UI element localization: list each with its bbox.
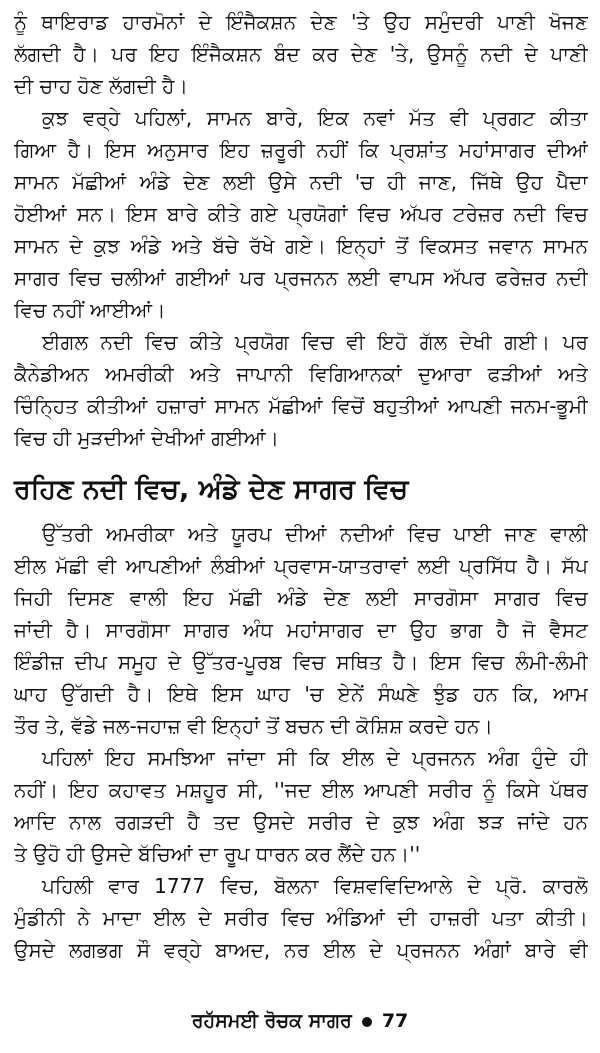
section-heading: ਰਹਿਣ ਨਦੀ ਵਿਚ, ਅੰਡੇ ਦੇਣ ਸਾਗਰ ਵਿਚ <box>14 474 409 505</box>
paragraph-6 <box>14 870 588 966</box>
text-line: ਈਲ ਮੱਛੀ ਵੀ ਆਪਣੀਆਂ ਲੰਬੀਆਂ ਪ੍ਰਵਾਸ-ਯਾਤਰਾਵਾਂ ਲਈ ਪ੍ਰਸਿੱਧ ਹੈ। ਸੱਪ <box>14 554 588 578</box>
page-footer <box>0 1010 600 1032</box>
text-line: ਵਿਚ ਨਹੀਂ ਆਈਆਂ। <box>14 298 166 322</box>
text-line: ਵਿਚ ਹੀ ਮੁੜਦੀਆਂ ਦੇਖੀਆਂ ਗਈਆਂ। <box>14 426 280 450</box>
text-line: ਚਿੰਨ੍ਹਿਤ ਕੀਤੀਆਂ ਹਜ਼ਾਰਾਂ ਸਾਮਨ ਮੱਛੀਆਂ ਵਿਚੋਂ ਬਹੁਤੀਆਂ ਆਪਣੀ ਜਨਮ-ਭੂਮੀ <box>14 394 588 418</box>
text-line: ਤੌਰ ਤੇ, ਵੱਡੇ ਜਲ-ਜਹਾਜ਼ ਵੀ ਇਨ੍ਹਾਂ ਤੋਂ ਬਚਨ ਦੀ ਕੋਸ਼ਿਸ਼ ਕਰਦੇ ਹਨ। <box>14 714 493 738</box>
text-line: ਉਸਦੇ ਲਗਭਗ ਸੌ ਵਰ੍ਹੇ ਬਾਅਦ, ਨਰ ਈਲ ਦੇ ਪ੍ਰਜਨਨ ਅੰਗਾਂ ਬਾਰੇ ਵੀ <box>14 938 588 962</box>
text-line: ਸਾਮਨ ਦੇ ਕੁਝ ਅੰਡੇ ਅਤੇ ਬੱਚੇ ਰੱਖੇ ਗਏ। ਇਨ੍ਹਾਂ ਤੋਂ ਵਿਕਸਤ ਜਵਾਨ ਸਾਮਨ <box>14 234 588 258</box>
text-line: ਸਾਮਨ ਮੱਛੀਆਂ ਅੰਡੇ ਦੇਣ ਲਈ ਉਸੇ ਨਦੀ 'ਚ ਹੀ ਜਾਣ, ਜਿੱਥੇ ਉਹ ਪੈਦਾ <box>14 170 588 194</box>
text-line: ਤੇ ਉਹੋ ਹੀ ਉਸਦੇ ਬੱਚਿਆਂ ਦਾ ਰੂਪ ਧਾਰਨ ਕਰ ਲੈਂਦੇ ਹਨ।'' <box>14 842 421 866</box>
text-line: ਨਹੀਂ। ਇਹ ਕਹਾਵਤ ਮਸ਼ਹੂਰ ਸੀ, ''ਜਦ ਈਲ ਆਪਣੀ ਸਰੀਰ ਨੂੰ ਕਿਸੇ ਪੱਥਰ <box>14 778 588 802</box>
text-line: ਕੁਝ ਵਰ੍ਹੇ ਪਹਿਲਾਂ, ਸਾਮਨ ਬਾਰੇ, ਇਕ ਨਵਾਂ ਮੱਤ ਵੀ ਪ੍ਰਗਟ ਕੀਤਾ <box>42 106 588 130</box>
text-line: ਕੈਨੇਡੀਅਨ ਅਮਰੀਕੀ ਅਤੇ ਜਾਪਾਨੀ ਵਿਗਿਆਨਕਾਂ ਦੁਆਰਾ ਫੜੀਆਂ ਅਤੇ <box>14 362 588 386</box>
bullet-dot-icon <box>362 1017 372 1027</box>
text-line: ਸਾਗਰ ਵਿਚ ਚਲੀਆਂ ਗਈਆਂ ਪਰ ਪ੍ਰਜਨਨ ਲਈ ਵਾਪਸ ਅੱਪਰ ਫਰੇਜ਼ਰ ਨਦੀ <box>14 266 588 290</box>
paragraph-5 <box>14 742 588 870</box>
text-line: ਨੂੰ ਥਾਇਰਾਡ ਹਾਰਮੋਨਾਂ ਦੇ ਇੰਜੈਕਸ਼ਨ ਦੇਣ 'ਤੇ ਉਹ ਸਮੁੰਦਰੀ ਪਾਣੀ ਖੋਜਣ <box>14 10 588 34</box>
page-body <box>14 6 588 966</box>
page-number: 77 <box>381 1010 409 1032</box>
text-line: ਲੱਗਦੀ ਹੈ। ਪਰ ਇਹ ਇੰਜੈਕਸ਼ਨ ਬੰਦ ਕਰ ਦੇਣ 'ਤੇ, ਉਸਨੂੰ ਨਦੀ ਦੇ ਪਾਣੀ <box>14 42 588 66</box>
text-line: ਪਹਿਲਾਂ ਇਹ ਸਮਝਿਆ ਜਾਂਦਾ ਸੀ ਕਿ ਈਲ ਦੇ ਪ੍ਰਜਨਨ ਅੰਗ ਹੁੰਦੇ ਹੀ <box>42 746 588 770</box>
text-line: ਜਾਂਦੀ ਹੈ। ਸਾਰਗੋਸਾ ਸਾਗਰ ਅੰਧ ਮਹਾਂਸਾਗਰ ਦਾ ਉਹ ਭਾਗ ਹੈ ਜੋ ਵੈਸਟ <box>14 618 588 642</box>
text-line: ਜਿਹੀ ਦਿਸਣ ਵਾਲੀ ਇਹ ਮੱਛੀ ਅੰਡੇ ਦੇਣ ਲਈ ਸਾਰਗੋਸਾ ਸਾਗਰ ਵਿਚ <box>14 586 588 610</box>
text-line: ਇੰਡੀਜ਼ ਦੀਪ ਸਮੂਹ ਦੇ ਉੱਤਰ-ਪੂਰਬ ਵਿਚ ਸਥਿਤ ਹੈ। ਇਸ ਵਿਚ ਲੰਮੀ-ਲੰਮੀ <box>14 650 588 674</box>
text-line: ਪਹਿਲੀ ਵਾਰ 1777 ਵਿਚ, ਬੋਲਨਾ ਵਿਸ਼ਵਵਿਦਿਆਲੇ ਦੇ ਪ੍ਰੋ. ਕਾਰਲੋ <box>42 874 588 898</box>
paragraph-2 <box>14 102 588 326</box>
book-title: ਰਹੱਸਮਈ ਰੋਚਕ ਸਾਗਰ <box>191 1010 352 1032</box>
paragraph-3 <box>14 326 588 454</box>
text-line: ਆਦਿ ਨਾਲ ਰਗੜਦੀ ਹੈ ਤਦ ਉਸਦੇ ਸਰੀਰ ਦੇ ਕੁਝ ਅੰਗ ਝੜ ਜਾਂਦੇ ਹਨ <box>14 810 588 834</box>
text-line: ਹੋਈਆਂ ਸਨ। ਇਸ ਬਾਰੇ ਕੀਤੇ ਗਏ ਪ੍ਰਯੋਗਾਂ ਵਿਚ ਅੱਪਰ ਟਰੇਜ਼ਰ ਨਦੀ ਵਿਚ <box>14 202 588 226</box>
text-line: ਗਿਆ ਹੈ। ਇਸ ਅਨੁਸਾਰ ਇਹ ਜ਼ਰੂਰੀ ਨਹੀਂ ਕਿ ਪ੍ਰਸ਼ਾਂਤ ਮਹਾਂਸਾਗਰ ਦੀਆਂ <box>14 138 588 162</box>
paragraph-1 <box>14 6 588 102</box>
text-line: ਉੱਤਰੀ ਅਮਰੀਕਾ ਅਤੇ ਯੂਰਪ ਦੀਆਂ ਨਦੀਆਂ ਵਿਚ ਪਾਈ ਜਾਣ ਵਾਲੀ <box>42 522 588 546</box>
text-line: ਈਗਲ ਨਦੀ ਵਿਚ ਕੀਤੇ ਪ੍ਰਯੋਗ ਵਿਚ ਵੀ ਇਹੋ ਗੱਲ ਦੇਖੀ ਗਈ। ਪਰ <box>42 330 588 354</box>
text-line: ਘਾਹ ਉੱਗਦੀ ਹੈ। ਇਥੇ ਇਸ ਘਾਹ 'ਚ ਏਨੇਂ ਸੰਘਣੇ ਝੁੰਡ ਹਨ ਕਿ, ਆਮ <box>14 682 588 706</box>
text-line: ਮੁੰਡੀਨੀ ਨੇ ਮਾਦਾ ਈਲ ਦੇ ਸਰੀਰ ਵਿਚ ਅੰਡਿਆਂ ਦੀ ਹਾਜ਼ਰੀ ਪਤਾ ਕੀਤੀ। <box>14 906 588 930</box>
text-line: ਦੀ ਚਾਹ ਹੋਣ ਲੱਗਦੀ ਹੈ। <box>14 74 188 98</box>
paragraph-4 <box>14 518 588 742</box>
